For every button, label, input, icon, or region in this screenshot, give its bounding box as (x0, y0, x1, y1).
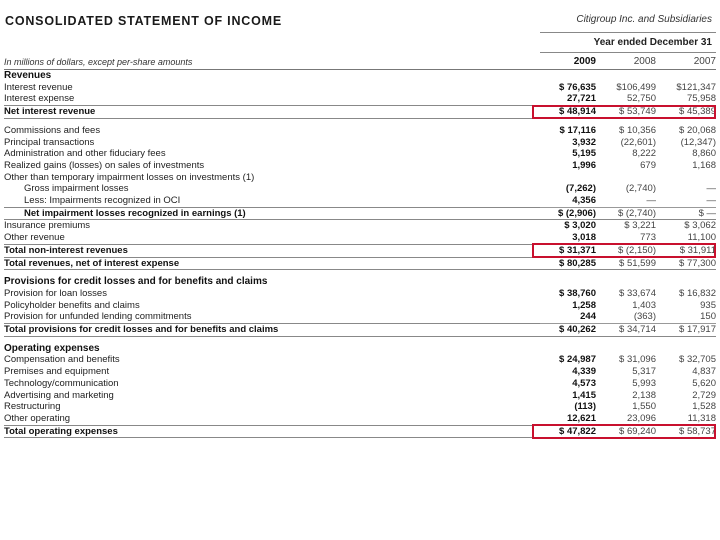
section-heading-row (4, 276, 716, 288)
row-label: Provision for loan losses (4, 287, 107, 299)
value-2008: $ 10,356 (619, 124, 656, 136)
line-item-row (4, 148, 716, 160)
line-item-row (4, 232, 716, 244)
value-2008: 2,138 (632, 389, 656, 401)
row-label: Total non-interest revenues (4, 244, 540, 257)
company-name: Citigroup Inc. and Subsidiaries (576, 14, 712, 25)
value-2009: 1,415 (572, 389, 596, 401)
year-2009-header: 2009 (540, 55, 596, 70)
value-2007: $ 20,068 (679, 124, 716, 136)
value-2007: $121,347 (676, 81, 716, 93)
value-2008 (596, 70, 656, 82)
value-2009: 244 (540, 311, 596, 323)
row-label: Provision for unfunded lending commitments (4, 311, 192, 323)
value-2008 (596, 172, 656, 184)
value-2008: (22,601) (620, 136, 656, 148)
value-2008: 5,317 (632, 366, 656, 378)
value-2007: 5,620 (692, 377, 716, 389)
row-label: Administration and other fiduciary fees (4, 148, 166, 160)
value-2007 (656, 70, 716, 82)
total-row (4, 244, 716, 257)
line-item-row (4, 172, 716, 184)
value-2007: $ — (656, 207, 716, 220)
value-2009: $ 80,285 (540, 257, 596, 270)
line-item-row (4, 160, 716, 172)
value-2009: (7,262) (565, 183, 596, 195)
value-2008: $ (2,150) (596, 244, 656, 257)
value-2008: (2,740) (625, 183, 656, 195)
year-2008-header: 2008 (596, 55, 656, 70)
value-2009: $ 17,116 (559, 124, 596, 136)
row-label: Insurance premiums (4, 220, 91, 232)
units-note: In millions of dollars, except per-share amounts (4, 55, 540, 70)
value-2009: 4,356 (540, 195, 596, 207)
line-item-row (4, 82, 716, 94)
value-2009: $ 48,914 (540, 106, 596, 119)
value-2009: $ 24,987 (559, 354, 596, 366)
total-row (4, 324, 716, 337)
value-2007: $ 58,737 (656, 425, 716, 438)
line-item-row (4, 125, 716, 137)
total-row (4, 257, 716, 270)
value-2007: $ 16,832 (679, 287, 716, 299)
value-2008: 1,550 (632, 401, 656, 413)
section-heading-row (4, 70, 716, 82)
total-row (4, 425, 716, 438)
line-item-row (4, 288, 716, 300)
value-2007: $ 17,917 (656, 324, 716, 337)
line-item-row (4, 401, 716, 413)
section-heading-row (4, 343, 716, 355)
row-label: Gross impairment losses (24, 183, 129, 195)
statement-title: CONSOLIDATED STATEMENT OF INCOME (5, 14, 282, 28)
value-2009: $ 40,262 (540, 324, 596, 337)
row-label: Technology/communication (4, 377, 119, 389)
value-2009: (113) (574, 401, 596, 413)
value-2007: 935 (700, 299, 716, 311)
value-2008: 5,993 (632, 377, 656, 389)
value-2009: $ 47,822 (540, 425, 596, 438)
value-2008: $ 53,749 (596, 106, 656, 119)
value-2008: $ 69,240 (596, 425, 656, 438)
value-2008: 23,096 (596, 413, 656, 425)
value-2008: $ 31,096 (619, 354, 656, 366)
value-2008: $ 33,674 (619, 287, 656, 299)
row-label: Other revenue (4, 232, 65, 244)
value-2009: 1,996 (572, 159, 596, 171)
value-2007: 1,168 (692, 159, 716, 171)
row-label: Provisions for credit losses and for benefits and claims (4, 276, 268, 288)
row-label: Interest revenue (4, 81, 73, 93)
row-label: Revenues (4, 70, 52, 81)
row-label: Advertising and marketing (4, 389, 114, 401)
value-2008: $106,499 (616, 81, 656, 93)
value-2007: 75,958 (656, 93, 716, 105)
value-2009: 4,339 (572, 366, 596, 378)
value-2007: — (656, 195, 716, 207)
value-2007: $ 32,705 (679, 354, 716, 366)
line-item-row (4, 300, 716, 312)
value-2008: $ 34,714 (596, 324, 656, 337)
row-label: Restructuring (4, 401, 61, 413)
value-2009: 1,258 (572, 299, 596, 311)
line-item-row (4, 195, 716, 207)
row-label: Premises and equipment (4, 366, 110, 378)
row-label: Principal transactions (4, 136, 95, 148)
row-label: Total provisions for credit losses and for benefits and claims (4, 324, 540, 337)
value-2007: 2,729 (692, 389, 716, 401)
total-row (4, 207, 716, 220)
value-2007: $ 77,300 (656, 257, 716, 270)
value-2007: 4,837 (692, 366, 716, 378)
value-2009: $ 38,760 (559, 287, 596, 299)
value-2009 (540, 172, 596, 184)
value-2009: $ 76,635 (559, 81, 596, 93)
row-label: Total revenues, net of interest expense (4, 257, 540, 270)
row-label: Commissions and fees (4, 124, 101, 136)
value-2007: 11,100 (656, 232, 716, 244)
value-2008: 1,403 (632, 299, 656, 311)
value-2009: $ (2,906) (540, 207, 596, 220)
value-2008: $ 3,221 (624, 220, 656, 232)
value-2009: $ 3,020 (564, 220, 596, 232)
line-item-row (4, 220, 716, 232)
value-2007: — (706, 183, 716, 195)
value-2007: $ 45,389 (656, 106, 716, 119)
value-2009: 27,721 (540, 93, 596, 105)
value-2009 (540, 343, 596, 355)
value-2009: $ 31,371 (540, 244, 596, 257)
value-2007: $ 31,911 (656, 244, 716, 257)
header-rule (540, 52, 716, 53)
line-item-row (4, 93, 716, 105)
value-2008: 8,222 (632, 148, 656, 160)
row-label: Operating expenses (4, 342, 100, 354)
row-label: Interest expense (4, 93, 75, 105)
row-label: Policyholder benefits and claims (4, 299, 140, 311)
value-2008: — (596, 195, 656, 207)
row-label: Net interest revenue (4, 106, 540, 119)
line-item-row (4, 183, 716, 195)
row-label: Net impairment losses recognized in earnings (1) (4, 207, 540, 220)
header-rule (540, 32, 716, 33)
line-item-row (4, 354, 716, 366)
value-2008: $ 51,599 (596, 257, 656, 270)
line-item-row (4, 137, 716, 149)
column-header-row (4, 55, 716, 70)
value-2008 (596, 276, 656, 288)
line-item-row (4, 413, 716, 425)
value-2007 (656, 276, 716, 288)
line-item-row (4, 311, 716, 323)
value-2008: 773 (596, 232, 656, 244)
line-item-row (4, 390, 716, 402)
value-2007: 8,860 (692, 148, 716, 160)
value-2008: 679 (640, 159, 656, 171)
value-2008 (596, 343, 656, 355)
year-2007-header: 2007 (656, 55, 716, 70)
line-item-row (4, 366, 716, 378)
value-2007: (12,347) (680, 136, 716, 148)
value-2007: 1,528 (692, 401, 716, 413)
value-2009: 4,573 (572, 377, 596, 389)
row-label: Realized gains (losses) on sales of investments (4, 159, 205, 171)
value-2008: (363) (596, 311, 656, 323)
total-row (4, 106, 716, 119)
value-2008: 52,750 (596, 93, 656, 105)
value-2009 (540, 276, 596, 288)
income-statement-table (4, 55, 716, 438)
row-label: Compensation and benefits (4, 354, 120, 366)
period-label: Year ended December 31 (593, 37, 712, 48)
value-2007: 150 (656, 311, 716, 323)
row-label: Other operating (4, 412, 71, 424)
row-label: Other than temporary impairment losses on investments (1) (4, 171, 255, 183)
value-2007 (656, 343, 716, 355)
value-2007: 11,318 (656, 413, 716, 425)
line-item-row (4, 378, 716, 390)
value-2007 (656, 172, 716, 184)
value-2009: 3,018 (540, 232, 596, 244)
row-label: Total operating expenses (4, 425, 540, 438)
value-2009 (540, 70, 596, 82)
value-2007: $ 3,062 (684, 220, 716, 232)
row-label: Less: Impairments recognized in OCI (24, 195, 181, 207)
value-2008: $ (2,740) (596, 207, 656, 220)
value-2009: 3,932 (572, 136, 596, 148)
value-2009: 12,621 (540, 413, 596, 425)
value-2009: 5,195 (572, 148, 596, 160)
